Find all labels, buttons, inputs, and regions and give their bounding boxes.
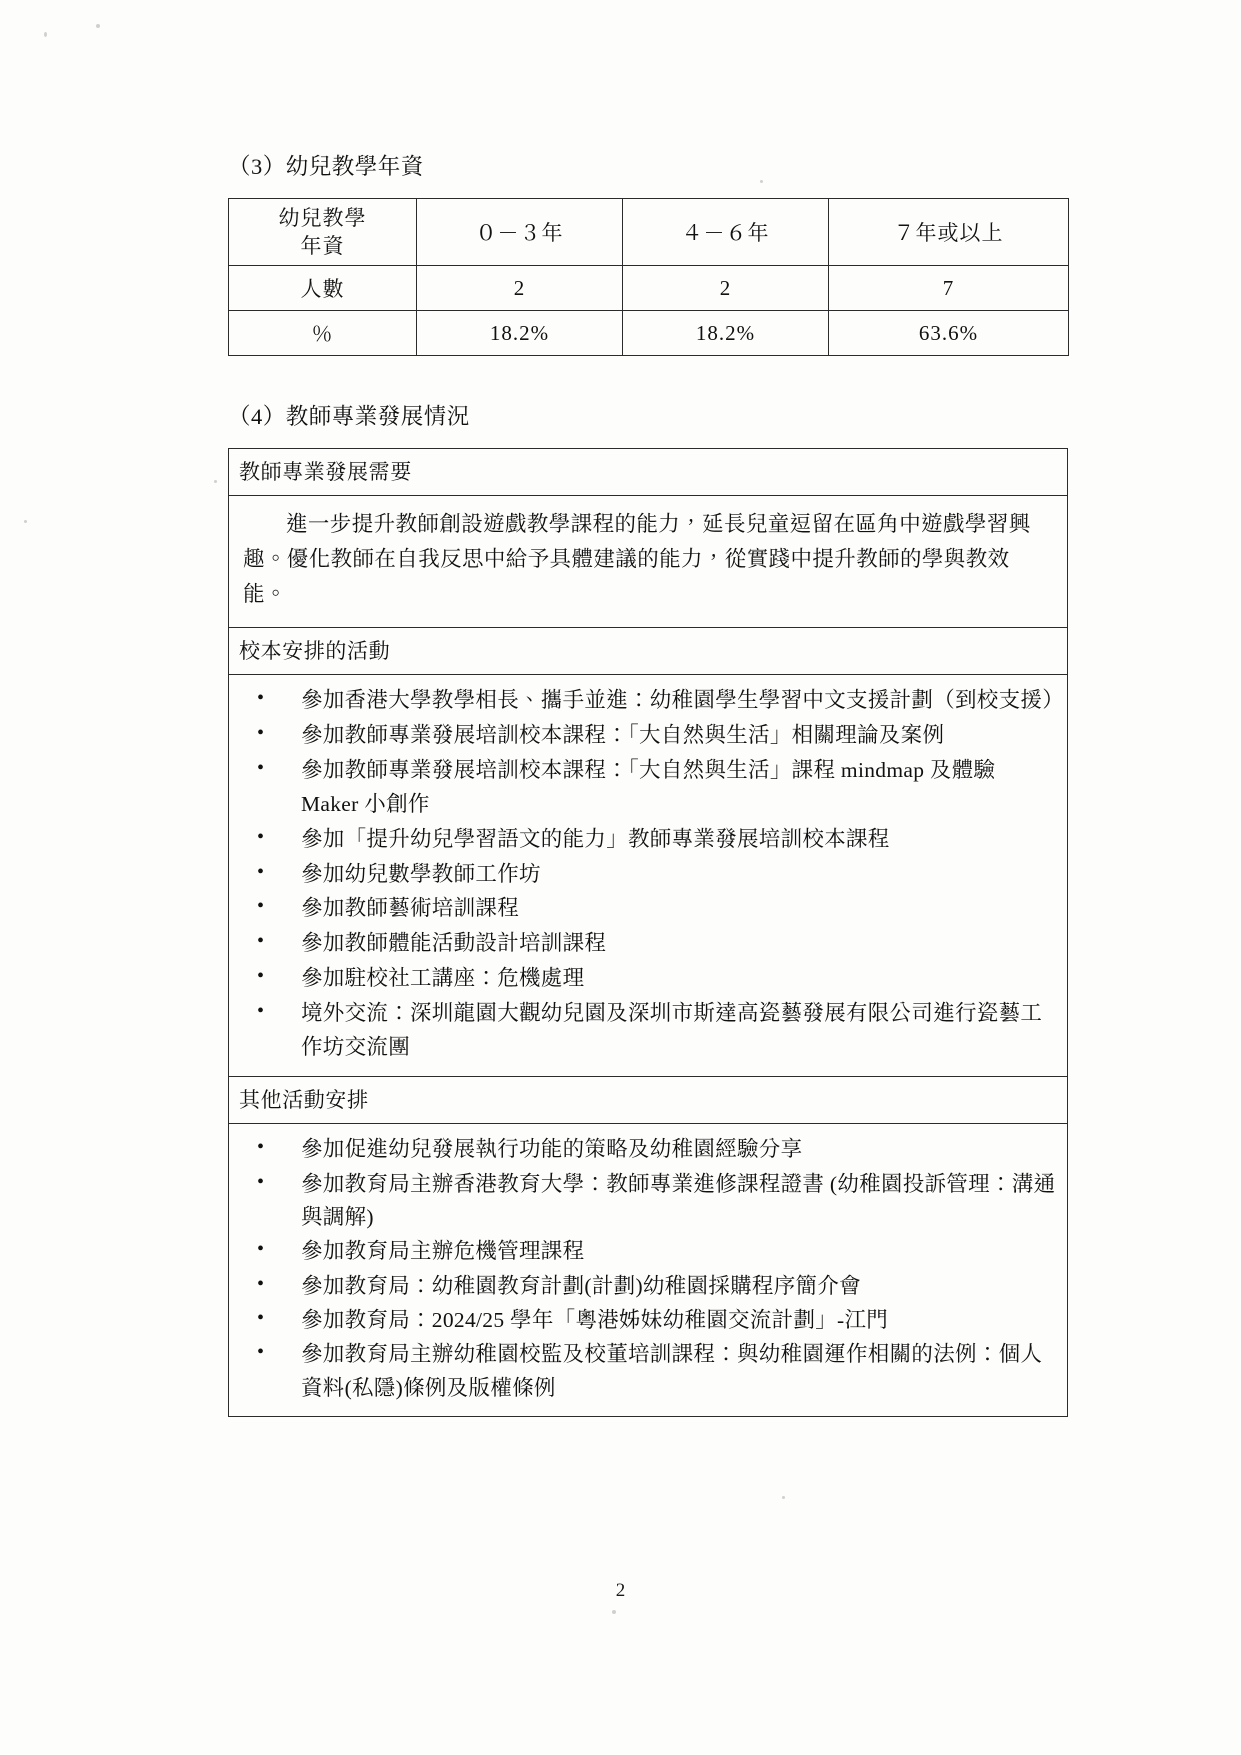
section-3-heading: （3）幼兒教學年資	[228, 154, 424, 179]
row-label-count: 人數	[229, 266, 417, 311]
list-item: • 參加教師專業發展培訓校本課程：「大自然與生活」相關理論及案例	[239, 719, 1057, 753]
cell-percent-0-3: 18.2%	[417, 311, 623, 356]
list-item: • 參加促進幼兒發展執行功能的策略及幼稚園經驗分享	[239, 1133, 1057, 1166]
list-item: • 參加幼兒數學教師工作坊	[239, 858, 1057, 892]
list-item: • 參加教育局主辦幼稚園校監及校董培訓課程：與幼稚園運作相關的法例：個人資料(私隱)條例及版權條例	[239, 1338, 1057, 1405]
school-based-title: 校本安排的活動	[229, 627, 1068, 674]
table-row	[229, 311, 1069, 356]
teaching-experience-table	[228, 198, 1069, 357]
section-4-heading: （4）教師專業發展情況	[228, 404, 470, 430]
page-number: 2	[615, 1580, 626, 1601]
list-item: • 參加教育局主辦危機管理課程	[239, 1235, 1057, 1268]
table-row	[229, 266, 1069, 311]
table-row-other-body	[229, 1124, 1068, 1417]
other-activities-title: 其他活動安排	[229, 1077, 1068, 1124]
list-item: • 參加教育局：幼稚園教育計劃(計劃)幼稚園採購程序簡介會	[239, 1270, 1057, 1303]
list-item: • 參加教育局：2024/25 學年「粵港姊妹幼稚園交流計劃」-江門	[239, 1304, 1057, 1337]
scan-speck	[214, 480, 217, 483]
header-line-1: 幼兒教學	[278, 205, 367, 230]
professional-development-table	[228, 448, 1068, 1417]
school-based-body-cell	[229, 674, 1068, 1077]
table-header-label	[229, 198, 417, 266]
needs-body-cell	[229, 496, 1068, 627]
list-item: • 參加香港大學教學相長、攜手並進：幼稚園學生學習中文支援計劃（到校支援）	[239, 684, 1057, 718]
table-row-needs-body	[229, 496, 1068, 627]
table-row-other-title	[229, 1077, 1068, 1124]
table-header-col2: ０－３年	[417, 198, 623, 266]
table-header-col3: ４－６年	[623, 198, 829, 266]
header-line-2: 年資	[300, 234, 345, 259]
table-row-header	[229, 198, 1069, 266]
cell-count-0-3: 2	[417, 266, 623, 311]
list-item: • 參加教師專業發展培訓校本課程：「大自然與生活」課程 mindmap 及體驗 Maker 小創作	[239, 754, 1057, 822]
other-activities-body-cell	[229, 1124, 1068, 1417]
scan-speck	[782, 1496, 785, 1499]
table-row-school-based-body	[229, 674, 1068, 1077]
cell-count-7plus: 7	[829, 266, 1069, 311]
needs-paragraph: 進一步提升教師創設遊戲教學課程的能力，延長兒童逗留在區角中遊戲學習興趣。優化教師在自我反思中給予具體建議的能力，從實踐中提升教師的學與教效能。	[243, 512, 1031, 606]
cell-count-4-6: 2	[623, 266, 829, 311]
table-header-col4: ７年或以上	[829, 198, 1069, 266]
list-item: • 參加「提升幼兒學習語文的能力」教師專業發展培訓校本課程	[239, 823, 1057, 857]
scan-speck	[96, 24, 100, 28]
scan-speck	[612, 1610, 616, 1614]
list-item: • 參加駐校社工講座：危機處理	[239, 962, 1057, 996]
row-label-percent: ％	[229, 311, 417, 356]
cell-percent-7plus: 63.6%	[829, 311, 1069, 356]
scan-speck	[44, 32, 47, 37]
table-row-needs-title	[229, 449, 1068, 496]
list-item: • 參加教師體能活動設計培訓課程	[239, 927, 1057, 961]
scan-speck	[24, 520, 27, 523]
table-row-school-based-title	[229, 627, 1068, 674]
list-item: • 參加教師藝術培訓課程	[239, 892, 1057, 926]
other-activities-list	[239, 1133, 1057, 1405]
document-body	[228, 150, 1068, 1417]
school-based-list	[239, 684, 1065, 1066]
list-item: • 參加教育局主辦香港教育大學：教師專業進修課程證書 (幼稚園投訴管理：溝通與調解)	[239, 1168, 1057, 1235]
cell-percent-4-6: 18.2%	[623, 311, 829, 356]
needs-title: 教師專業發展需要	[229, 449, 1068, 496]
list-item: • 境外交流：深圳龍園大觀幼兒園及深圳市斯達高瓷藝發展有限公司進行瓷藝工作坊交流團	[239, 997, 1057, 1065]
